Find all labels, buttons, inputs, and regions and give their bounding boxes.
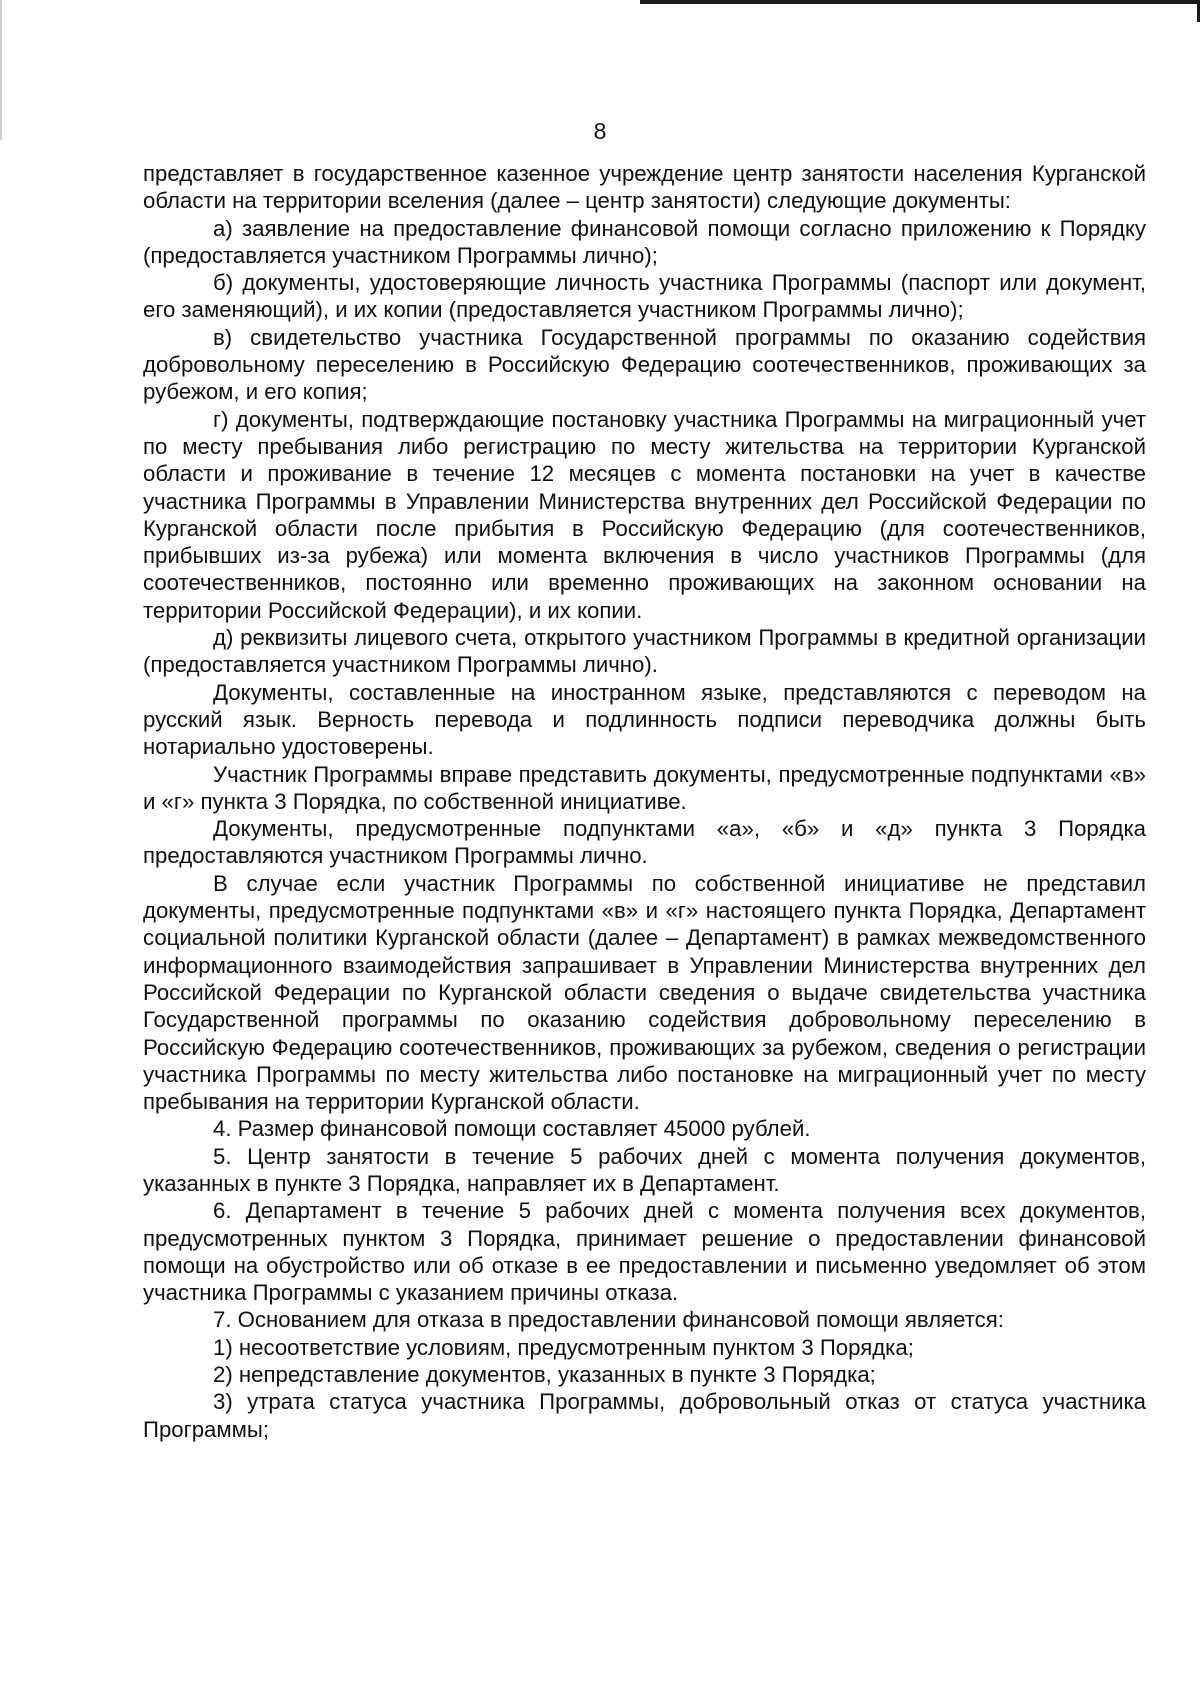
paragraph-item-a: а) заявление на предоставление финансовой помощи согласно приложению к Порядку (предоставляется участником Программы лично); [143, 215, 1146, 268]
paragraph-item-b: б) документы, удостоверяющие личность участника Программы (паспорт или документ, его заменяющий), и их копии (предоставляется участником Программы лично); [143, 270, 1146, 323]
paragraph-item-d: д) реквизиты лицевого счета, открытого участником Программы в кредитной организации (предоставляется участником Программы лично). [143, 625, 1146, 678]
page-number: 8 [593, 118, 607, 144]
paragraph-in-person: Документы, предусмотренные подпунктами «а», «б» и «д» пункта 3 Порядка предоставляются участником Программы лично. [143, 816, 1146, 869]
paragraph-clause-7: 7. Основанием для отказа в предоставлении финансовой помощи является: [213, 1307, 1004, 1333]
paragraph-clause-6: 6. Департамент в течение 5 рабочих дней с момента получения всех документов, предусмотренных пунктом 3 Порядка, принимает решение о предоставлении финансовой помощи на обустройство или об отказе в ее предоставлении и письменно уведомляет об этом участника Программы с указанием причины отказа. [143, 1198, 1146, 1306]
paragraph-clause-5: 5. Центр занятости в течение 5 рабочих дней с момента получения документов, указанных в пункте 3 Порядка, направляет их в Департамент. [143, 1143, 1146, 1196]
document-body [143, 160, 1146, 1443]
paragraph-item-v: в) свидетельство участника Государственной программы по оказанию содействия добровольному переселению в Российскую Федерацию соотечественников, проживающих за рубежом, и его копия; [143, 324, 1146, 405]
paragraph-interagency-request: В случае если участник Программы по собственной инициативе не представил документы, предусмотренные подпунктами «в» и «г» настоящего пункта Порядка, Департамент социальной политики Курганской области (далее – Департамент) в рамках межведомственного информационного взаимодействия запрашивает в Управлении Министерства внутренних дел Российской Федерации по Курганской области сведения о выдаче свидетельства участника Государственной программы по оказанию содействия добровольному переселению в Российскую Федерацию соотечественников, проживающих за рубежом, сведения о регистрации участника Программы по месту жительства либо постановке на миграционный учет по месту пребывания на территории Курганской области. [143, 870, 1146, 1115]
paragraph-translation: Документы, составленные на иностранном языке, представляются с переводом на русский язык. Верность перевода и подлинность подписи переводчика должны быть нотариально удостоверены. [143, 679, 1146, 760]
paragraph-refusal-3: 3) утрата статуса участника Программы, добровольный отказ от статуса участника Программы; [143, 1389, 1146, 1442]
paragraph-own-initiative: Участник Программы вправе представить документы, предусмотренные подпунктами «в» и «г» пункта 3 Порядка, по собственной инициативе. [143, 761, 1146, 814]
paragraph-refusal-2: 2) непредставление документов, указанных в пункте 3 Порядка; [213, 1362, 876, 1388]
paragraph-item-g: г) документы, подтверждающие постановку участника Программы на миграционный учет по месту пребывания либо регистрацию по месту жительства на территории Курганской области и проживание в течение 12 месяцев с момента постановки на учет в качестве участника Программы в Управлении Министерства внутренних дел Российской Федерации по Курганской области после прибытия в Российскую Федерацию (для соотечественников, прибывших из-за рубежа) или момента включения в число участников Программы (для соотечественников, постоянно или временно проживающих на законном основании на территории Российской Федерации), и их копии. [143, 406, 1146, 623]
scan-edge-top [640, 0, 1200, 4]
paragraph-intro-continuation: представляет в государственное казенное учреждение центр занятости населения Курганской области на территории вселения (далее – центр занятости) следующие документы: [143, 161, 1146, 214]
paragraph-clause-4: 4. Размер финансовой помощи составляет 45000 рублей. [213, 1116, 811, 1142]
paragraph-refusal-1: 1) несоответствие условиям, предусмотренным пунктом 3 Порядка; [213, 1334, 914, 1360]
